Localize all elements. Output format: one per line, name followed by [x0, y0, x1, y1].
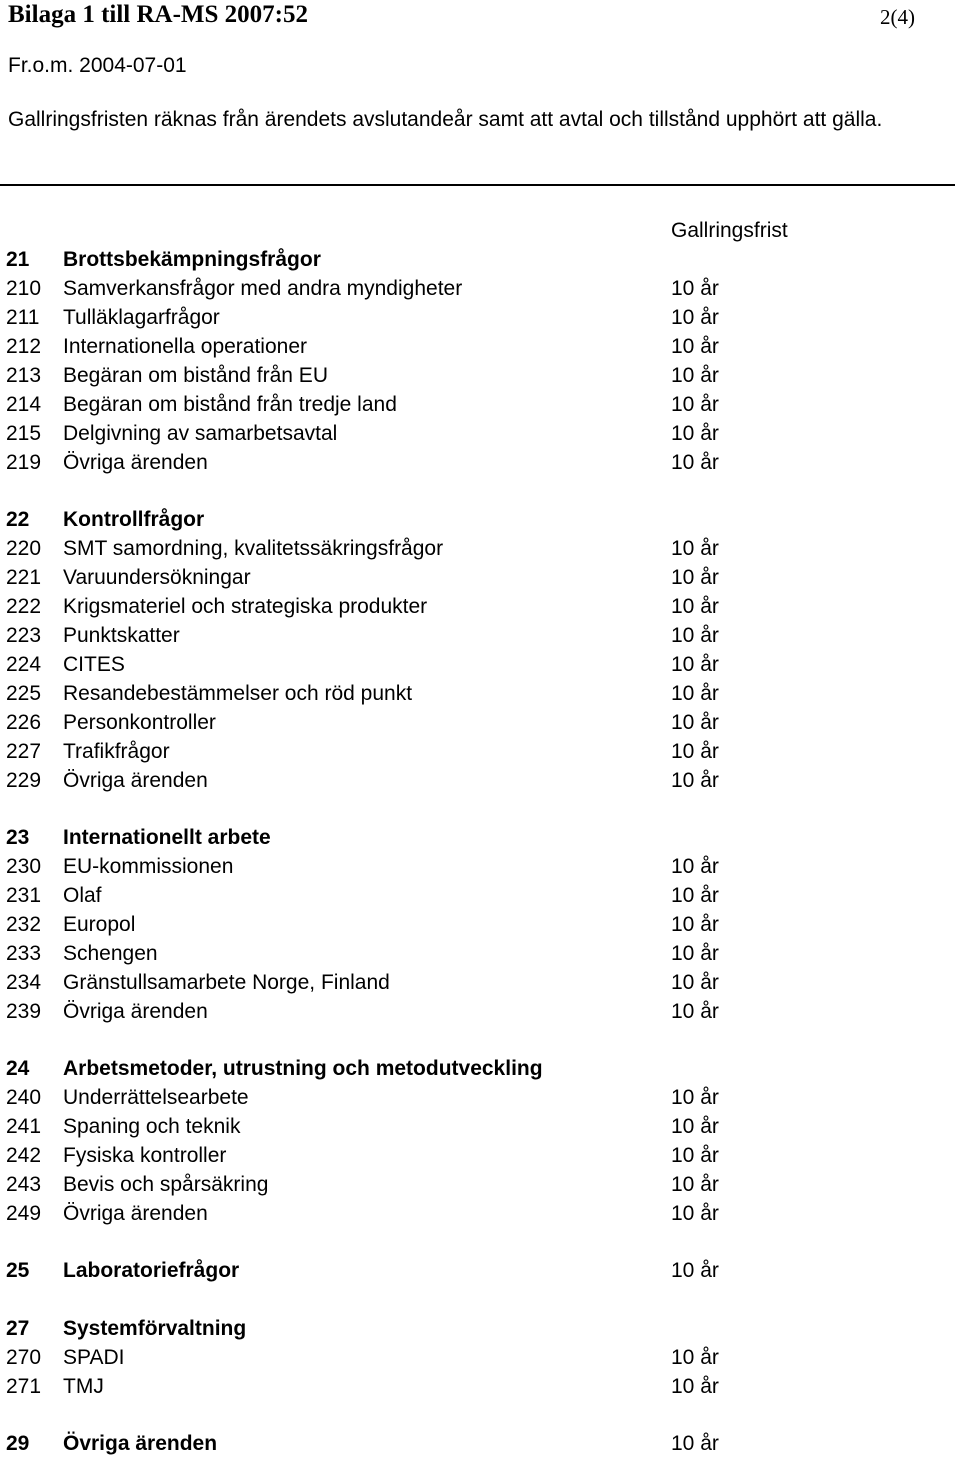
row-label: Brottsbekämpningsfrågor: [63, 248, 321, 271]
table-row: [0, 679, 960, 708]
table-row: [0, 419, 960, 448]
table-row: [0, 650, 960, 679]
row-label: Systemförvaltning: [63, 1317, 247, 1340]
row-label: Arbetsmetoder, utrustning och metodutveckling: [63, 1057, 543, 1080]
row-code: 231: [6, 884, 42, 907]
row-retention-period: 10 år: [671, 277, 719, 300]
row-label: Internationellt arbete: [63, 826, 271, 849]
row-label: Olaf: [63, 884, 102, 907]
page-number: 2(4): [880, 5, 915, 29]
row-code: 22: [6, 508, 30, 531]
table-row: [0, 563, 960, 592]
row-label: Övriga ärenden: [63, 1000, 208, 1023]
row-retention-period: 10 år: [671, 1432, 719, 1455]
row-label: Övriga ärenden: [63, 451, 208, 474]
row-label: Begäran om bistånd från EU: [63, 364, 328, 387]
row-retention-period: 10 år: [671, 1086, 719, 1109]
column-header-gallringsfrist: Gallringsfrist: [671, 219, 788, 242]
row-label: Personkontroller: [63, 711, 216, 734]
row-retention-period: 10 år: [671, 913, 719, 936]
table-row: [0, 361, 960, 390]
row-retention-period: 10 år: [671, 393, 719, 416]
table-row: [0, 534, 960, 563]
row-code: 230: [6, 855, 42, 878]
row-label: Delgivning av samarbetsavtal: [63, 422, 338, 445]
row-retention-period: 10 år: [671, 1375, 719, 1398]
row-label: SMT samordning, kvalitetssäkringsfrågor: [63, 537, 444, 560]
row-code: 242: [6, 1144, 42, 1167]
row-retention-period: 10 år: [671, 595, 719, 618]
table-row: [0, 274, 960, 303]
row-label: Gränstullsamarbete Norge, Finland: [63, 971, 390, 994]
row-code: 271: [6, 1375, 42, 1398]
table-row: [0, 737, 960, 766]
row-code: 27: [6, 1317, 30, 1340]
table-row: [0, 766, 960, 795]
table-row: [0, 303, 960, 332]
row-retention-period: 10 år: [671, 566, 719, 589]
row-code: 240: [6, 1086, 42, 1109]
table-row: [0, 1372, 960, 1401]
row-label: Övriga ärenden: [63, 1432, 218, 1455]
row-label: CITES: [63, 653, 125, 676]
table-row: [0, 1083, 960, 1112]
row-label: Varuundersökningar: [63, 566, 251, 589]
row-retention-period: 10 år: [671, 1173, 719, 1196]
row-code: 210: [6, 277, 42, 300]
table-row: [0, 939, 960, 968]
table-row: [0, 332, 960, 361]
row-retention-period: 10 år: [671, 1144, 719, 1167]
row-code: 23: [6, 826, 30, 849]
row-label: EU-kommissionen: [63, 855, 234, 878]
table-row: [0, 621, 960, 650]
row-retention-period: 10 år: [671, 942, 719, 965]
section-heading-row: [0, 245, 960, 274]
header-divider: [0, 184, 955, 186]
row-retention-period: 10 år: [671, 422, 719, 445]
row-retention-period: 10 år: [671, 1000, 719, 1023]
intro-paragraph: Gallringsfristen räknas från ärendets avslutandeår samt att avtal och tillstånd upphört att gälla.: [8, 108, 883, 131]
row-retention-period: 10 år: [671, 335, 719, 358]
row-label: Bevis och spårsäkring: [63, 1173, 269, 1196]
table-row: [0, 390, 960, 419]
row-retention-period: 10 år: [671, 306, 719, 329]
row-retention-period: 10 år: [671, 740, 719, 763]
row-retention-period: 10 år: [671, 1115, 719, 1138]
table-row: [0, 1141, 960, 1170]
row-code: 222: [6, 595, 42, 618]
row-code: 241: [6, 1115, 42, 1138]
table-row: [0, 1170, 960, 1199]
section-heading-row: [0, 823, 960, 852]
row-code: 214: [6, 393, 42, 416]
table-row: [0, 592, 960, 621]
row-label: Resandebestämmelser och röd punkt: [63, 682, 413, 705]
row-label: Samverkansfrågor med andra myndigheter: [63, 277, 463, 300]
row-retention-period: 10 år: [671, 884, 719, 907]
table-row: [0, 997, 960, 1026]
document-title: Bilaga 1 till RA-MS 2007:52: [8, 1, 308, 28]
row-code: 239: [6, 1000, 42, 1023]
row-retention-period: 10 år: [671, 451, 719, 474]
row-retention-period: 10 år: [671, 855, 719, 878]
row-label: Laboratoriefrågor: [63, 1259, 240, 1282]
row-code: 233: [6, 942, 42, 965]
row-code: 223: [6, 624, 42, 647]
section-heading-row: [0, 1429, 960, 1458]
row-code: 220: [6, 537, 42, 560]
table-row: [0, 852, 960, 881]
row-code: 226: [6, 711, 42, 734]
table-row: [0, 968, 960, 997]
row-code: 243: [6, 1173, 42, 1196]
table-row: [0, 448, 960, 477]
row-label: Internationella operationer: [63, 335, 308, 358]
row-label: Schengen: [63, 942, 158, 965]
section-heading-row: [0, 1314, 960, 1343]
row-code: 24: [6, 1057, 30, 1080]
row-label: Krigsmateriel och strategiska produkter: [63, 595, 428, 618]
row-label: Punktskatter: [63, 624, 180, 647]
row-label: Kontrollfrågor: [63, 508, 205, 531]
row-retention-period: 10 år: [671, 364, 719, 387]
row-label: Fysiska kontroller: [63, 1144, 227, 1167]
row-code: 270: [6, 1346, 42, 1369]
table-row: [0, 1343, 960, 1372]
row-code: 249: [6, 1202, 42, 1225]
row-label: Begäran om bistånd från tredje land: [63, 393, 397, 416]
row-code: 213: [6, 364, 42, 387]
section-heading-row: [0, 1054, 960, 1083]
row-retention-period: 10 år: [671, 653, 719, 676]
row-code: 221: [6, 566, 42, 589]
row-label: Övriga ärenden: [63, 769, 208, 792]
row-retention-period: 10 år: [671, 971, 719, 994]
row-retention-period: 10 år: [671, 711, 719, 734]
row-code: 211: [6, 306, 40, 329]
row-code: 25: [6, 1259, 30, 1282]
row-code: 225: [6, 682, 42, 705]
row-retention-period: 10 år: [671, 624, 719, 647]
row-code: 232: [6, 913, 42, 936]
row-label: TMJ: [63, 1375, 104, 1398]
row-retention-period: 10 år: [671, 1346, 719, 1369]
row-label: Underrättelsearbete: [63, 1086, 249, 1109]
row-label: Trafikfrågor: [63, 740, 170, 763]
effective-date: Fr.o.m. 2004-07-01: [8, 54, 187, 77]
section-heading-row: [0, 1256, 960, 1285]
row-retention-period: 10 år: [671, 682, 719, 705]
row-code: 29: [6, 1432, 30, 1455]
section-heading-row: [0, 505, 960, 534]
row-retention-period: 10 år: [671, 537, 719, 560]
row-retention-period: 10 år: [671, 1259, 719, 1282]
row-code: 234: [6, 971, 42, 994]
row-code: 229: [6, 769, 42, 792]
row-label: Spaning och teknik: [63, 1115, 241, 1138]
row-code: 215: [6, 422, 42, 445]
table-row: [0, 910, 960, 939]
row-code: 21: [6, 248, 30, 271]
table-row: [0, 1199, 960, 1228]
table-row: [0, 708, 960, 737]
row-code: 212: [6, 335, 42, 358]
table-row: [0, 1112, 960, 1141]
row-label: Tulläklagarfrågor: [63, 306, 220, 329]
row-code: 219: [6, 451, 42, 474]
row-label: SPADI: [63, 1346, 125, 1369]
row-label: Övriga ärenden: [63, 1202, 208, 1225]
row-code: 227: [6, 740, 42, 763]
row-code: 224: [6, 653, 42, 676]
row-label: Europol: [63, 913, 136, 936]
table-row: [0, 881, 960, 910]
row-retention-period: 10 år: [671, 1202, 719, 1225]
row-retention-period: 10 år: [671, 769, 719, 792]
